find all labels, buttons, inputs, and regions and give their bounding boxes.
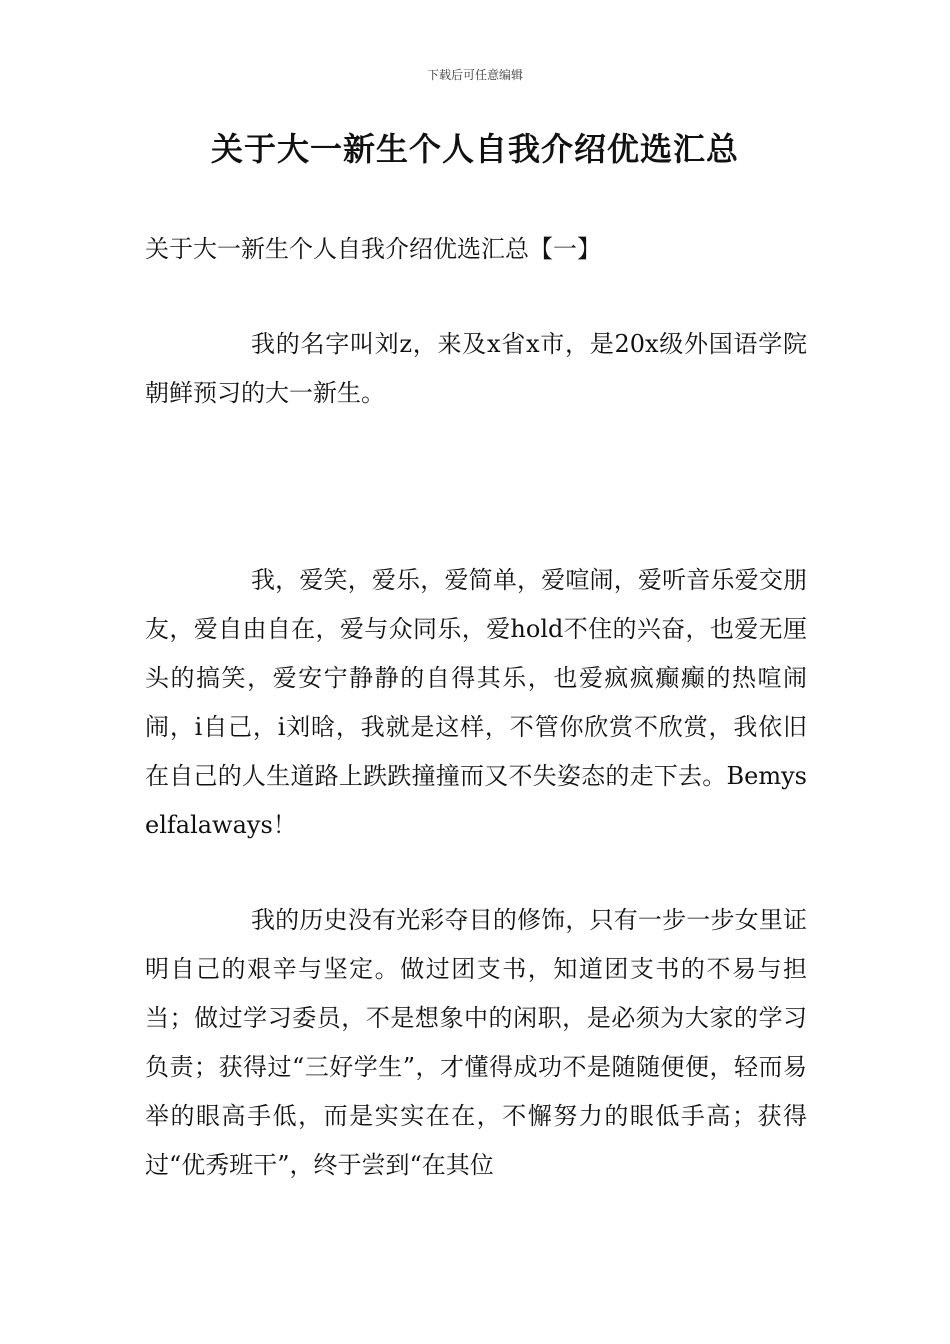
paragraph-gap xyxy=(145,418,807,556)
header-note: 下载后可任意编辑 xyxy=(426,68,523,82)
document-body xyxy=(145,226,807,1190)
section-heading: 关于大一新生个人自我介绍优选汇总【一】 xyxy=(145,235,601,263)
paragraph-gap xyxy=(145,850,807,896)
paragraph-history: 我的历史没有光彩夺目的修饰，只有一步一步女里证明自己的艰辛与坚定。做过团支书，知道团支书的不易与担当；做过学习委员，不是想象中的闲职，是必须为大家的学习负责；获得过“三好学生”，才懂得成功不是随随便便，轻而易举的眼高手低，而是实实在在，不懈努力的眼低手高；获得过“优秀班干”，终于尝到“在其位 xyxy=(145,906,807,1179)
document-title: 关于大一新生个人自我介绍优选汇总 xyxy=(210,130,739,168)
paragraph-personality: 我，爱笑，爱乐，爱简单，爱喧闹，爱听音乐爱交朋友，爱自由自在，爱与众同乐，爱hold不住的兴奋，也爱无厘头的搞笑，爱安宁静静的自得其乐，也爱疯疯癫癫的热喧闹闹，i自己，i刘晗，我就是这样，不管你欣赏不欣赏，我依旧在自己的人生道路上跌跌撞撞而又不失姿态的走下去。Bemyselfalaways！ xyxy=(145,566,807,839)
paragraph-intro: 我的名字叫刘z，来及x省x市，是20x级外国语学院朝鲜预习的大一新生。 xyxy=(145,330,807,407)
